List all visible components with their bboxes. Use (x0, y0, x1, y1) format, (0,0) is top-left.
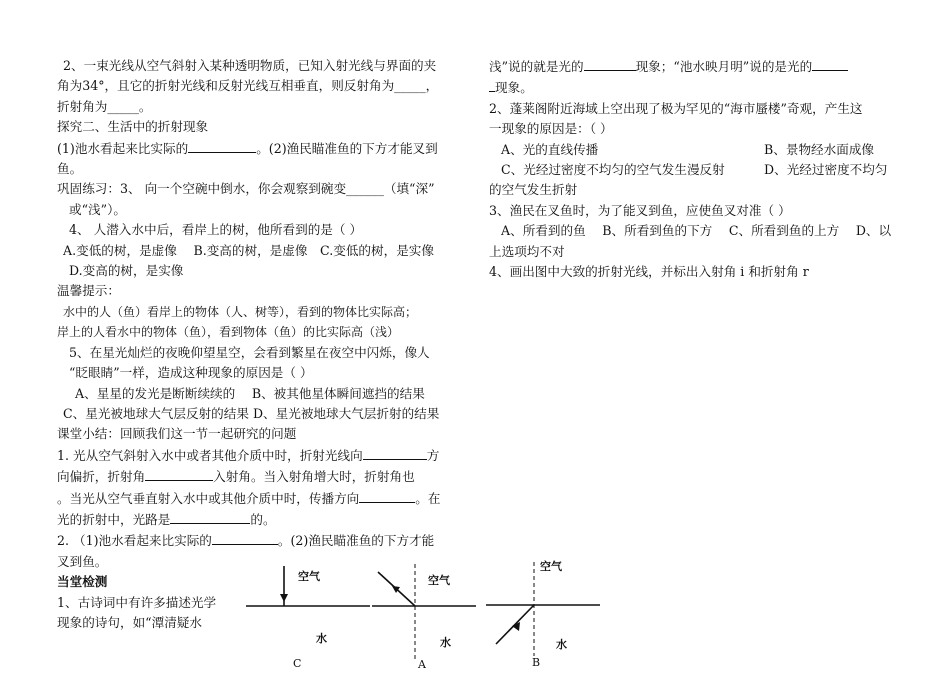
r-q2-line1: 2、蓬莱阁附近海域上空出现了极为罕见的“海市蜃楼”奇观，产生这 (489, 100, 863, 116)
check1-line1: 1、古诗词中有许多描述光学 (57, 594, 217, 610)
label-water: 水 (556, 638, 567, 651)
tip-line2: 岸上的人看水中的物体（鱼），看到物体（鱼）的比实际高（浅） (57, 325, 400, 340)
diagram-c (242, 560, 372, 670)
consol-line2: 或“浅”）。 (69, 201, 126, 217)
q2-line2: 角为34°，且它的折射光线和反射光线互相垂直，则反射角为_____， (57, 78, 439, 94)
label-air: 空气 (540, 560, 562, 573)
pond-line2: 鱼。 (57, 161, 83, 177)
r-q3-opts-line1: A、所看到的鱼 B、所看到鱼的下方 C、所看到鱼的上方 D、以 (501, 223, 892, 239)
label-water: 水 (440, 636, 451, 649)
r-line1: 浅”说的就是光的 现象；“池水映月明”说的是光的 (489, 56, 901, 77)
caption-a: A (418, 658, 426, 671)
q5-opts-line1: A、星星的发光是断断续续的 B、被其他星体瞬间遮挡的结果 (75, 385, 425, 401)
q5-line1: 5、在星光灿烂的夜晚仰望星空，会看到繁星在夜空中闪烁，像人 (69, 344, 430, 360)
diagram-b (484, 556, 604, 670)
sum1-line2: 向偏折，折射角 入射角。当入射角增大时，折射角也 (57, 466, 467, 487)
answer-blank[interactable] (363, 445, 427, 460)
r-q2-line2: 一现象的原因是：（ ） (489, 121, 613, 137)
tip-title: 温馨提示： (57, 283, 120, 299)
answer-blank[interactable] (584, 56, 636, 71)
summary-title: 课堂小结：回顾我们这一节一起研究的问题 (57, 426, 297, 442)
right-column (489, 0, 901, 282)
explore2-heading: 探究二、生活中的折射现象 (57, 119, 209, 135)
r-q2-optAB: A、光的直线传播 B、景物经水面成像 (501, 141, 875, 157)
answer-blank[interactable] (212, 530, 278, 545)
sum2-line1: 2. （1)池水看起来比实际的 。(2)渔民瞄准鱼的下方才能 (57, 530, 467, 551)
sum1-line4: 光的折射中，光路是 的。 (57, 509, 467, 530)
check1-line2: 现象的诗句，如“潭清疑水 (57, 614, 202, 630)
answer-blank[interactable] (170, 509, 250, 524)
consol-line1: 巩固练习：3、 向一个空碗中倒水，你会观察到碗变______（填“深” (57, 181, 435, 197)
diagram-a (370, 560, 480, 672)
q4: 4、 人潜入水中后，看岸上的树，他所看到的是（ ） (69, 222, 363, 238)
check-title: 当堂检测 (57, 574, 108, 590)
r-q4: 4、画出图中大致的折射光线，并标出入射角 i 和折射角 r (489, 264, 809, 280)
caption-c: C (293, 657, 302, 670)
answer-blank[interactable] (188, 138, 256, 153)
label-air: 空气 (428, 574, 450, 587)
q2-line3: 折射角为_____。 (57, 98, 152, 114)
diagram-a-svg (370, 560, 480, 672)
arrow-icon (280, 594, 288, 602)
q5-opts-line2: C、星光被地球大气层反射的结果 D、星光被地球大气层折射的结果 (63, 405, 440, 421)
r-q3: 3、渔民在叉鱼时，为了能叉到鱼，应使鱼叉对准（ ） (489, 202, 791, 218)
sum1-line3: 。当光从空气垂直射入水中或其他介质中时，传播方向 。在 (57, 488, 467, 509)
tip-line1: 水中的人（鱼）看岸上的物体（人、树等），看到的物体比实际高； (63, 304, 418, 319)
pond-line1: (1)池水看起来比实际的 。(2)渔民瞄准鱼的下方才能叉到 (57, 138, 467, 159)
q4-opts-line2: D.变高的树，是实像 (69, 263, 184, 279)
answer-blank[interactable] (145, 466, 213, 481)
r-q2-optCD: C、光经过密度不均匀的空气发生漫反射 D、光经过密度不均匀 (501, 162, 888, 178)
r-q2-optD-cont: 的空气发生折射 (489, 182, 578, 198)
answer-blank[interactable] (812, 56, 848, 71)
q2-line1: 2、一束光线从空气斜射入某种透明物质，已知入射光线与界面的夹 (63, 58, 437, 73)
caption-b: B (532, 656, 541, 669)
answer-blank[interactable] (359, 488, 415, 503)
r-q3-opts-line2: 上选项均不对 (489, 243, 565, 259)
r-line2: 现象。 (489, 77, 901, 98)
sum1-line1: 1. 光从空气斜射入水中或者其他介质中时，折射光线向 方 (57, 445, 467, 466)
left-column (57, 0, 467, 633)
q5-line2: “眨眼睛”一样，造成这种现象的原因是（ ） (69, 365, 313, 381)
label-water: 水 (316, 632, 327, 645)
label-air: 空气 (298, 570, 320, 583)
q4-opts-line1: A.变低的树，是虚像 B.变高的树，是虚像 C.变低的树，是实像 (63, 242, 434, 258)
sum2-line2: 叉到鱼。 (57, 553, 108, 569)
